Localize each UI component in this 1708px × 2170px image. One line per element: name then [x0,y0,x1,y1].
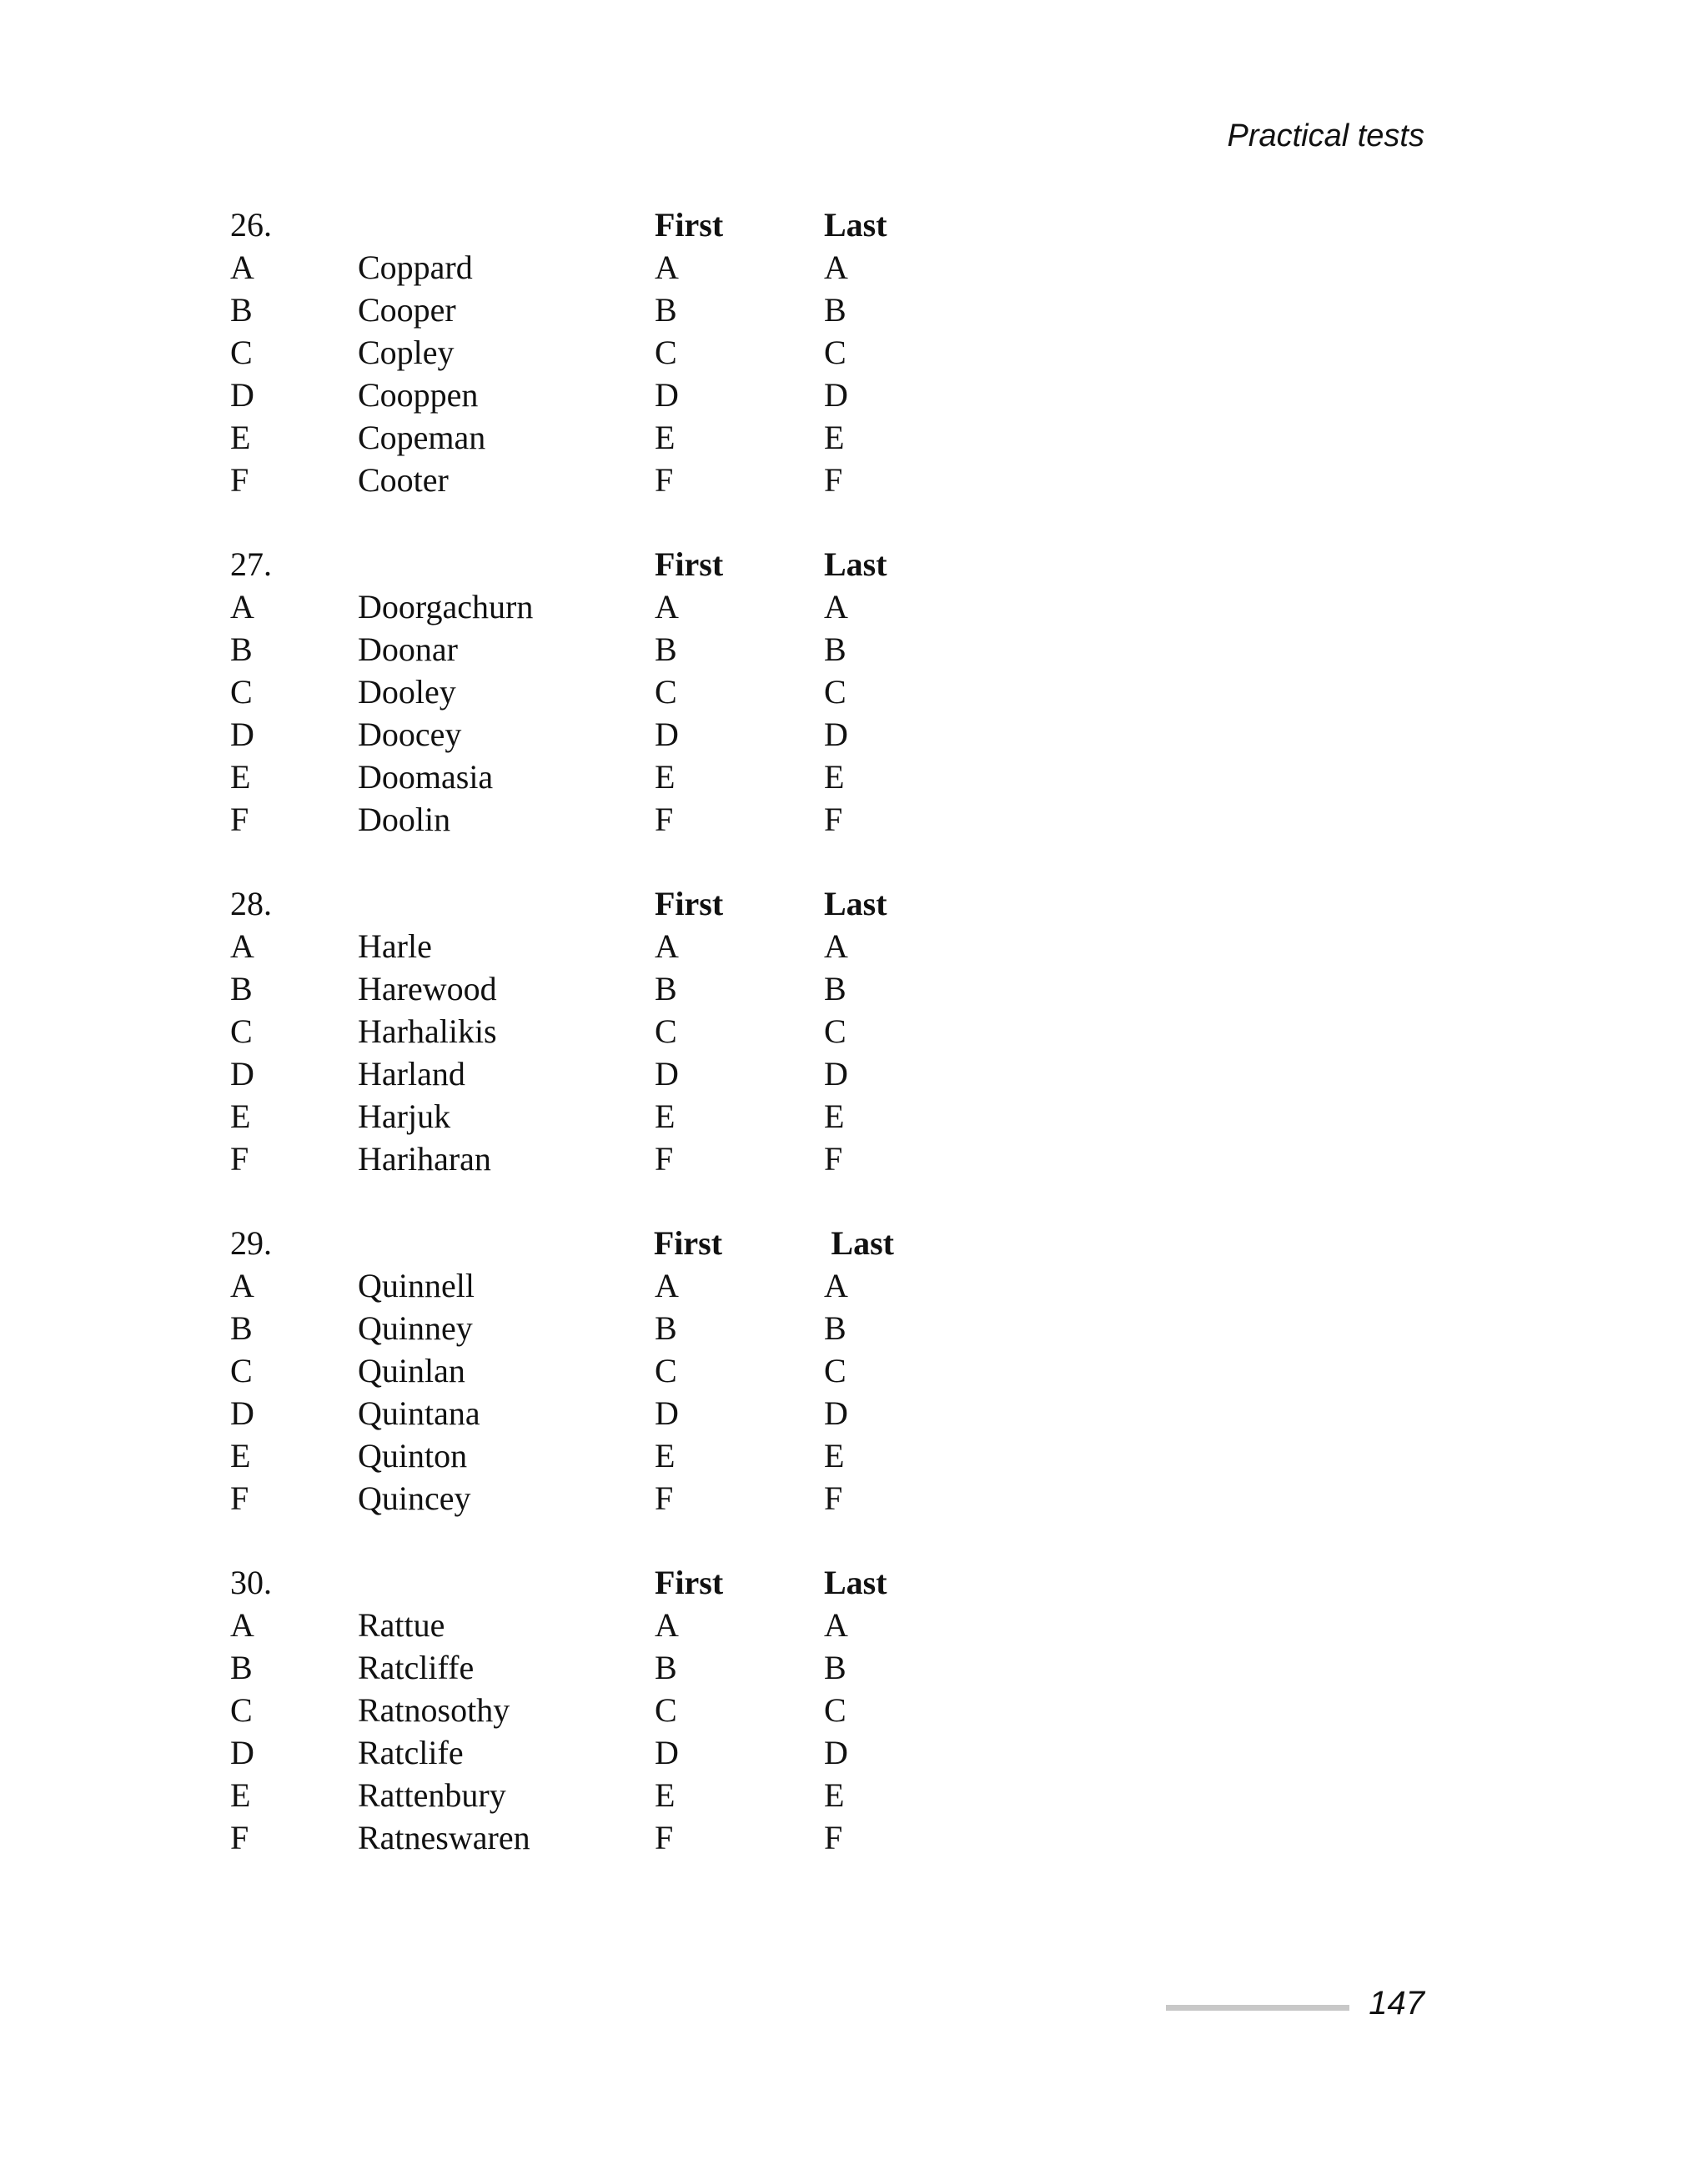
last-choice[interactable]: B [824,291,846,329]
first-choice[interactable]: F [655,461,674,499]
last-choice[interactable]: B [824,970,846,1007]
option-row [230,1052,981,1095]
first-column-header: First [653,1224,723,1262]
option-row [230,1138,981,1180]
first-choice[interactable]: F [655,801,674,838]
first-choice[interactable]: C [655,1691,677,1729]
option-name: Doolin [358,801,451,838]
option-name: Hariharan [358,1140,491,1178]
option-name: Quintana [358,1394,480,1432]
option-name: Harle [358,927,432,965]
option-name: Cooter [358,461,449,499]
option-letter: E [230,1437,251,1474]
question-header [230,882,981,925]
first-choice[interactable]: E [655,1776,676,1814]
option-row [230,331,981,374]
option-letter: C [230,673,253,711]
last-column-header: Last [831,1224,894,1262]
option-name: Harjuk [358,1098,451,1135]
last-choice[interactable]: B [824,630,846,668]
first-choice[interactable]: F [655,1140,674,1178]
first-choice[interactable]: F [655,1479,674,1517]
option-letter: C [230,1012,253,1050]
first-choice[interactable]: B [655,1309,677,1347]
question-header [230,543,981,585]
option-name: Doocey [358,716,462,753]
option-row [230,1774,981,1816]
option-letter: D [230,1055,254,1093]
option-row [230,925,981,967]
option-name: Doonar [358,630,458,668]
option-letter: A [230,1267,254,1304]
option-row [230,416,981,459]
option-row [230,713,981,756]
last-choice[interactable]: F [824,1479,843,1517]
option-row [230,246,981,289]
first-choice[interactable]: A [655,588,679,625]
option-name: Quinnell [358,1267,475,1304]
option-name: Doomasia [358,758,494,796]
option-letter: A [230,927,254,965]
first-choice[interactable]: D [655,1055,679,1093]
last-choice[interactable]: B [824,1649,846,1686]
last-choice[interactable]: F [824,1819,843,1856]
option-letter: B [230,1309,253,1347]
option-row [230,459,981,501]
option-letter: C [230,1691,253,1729]
option-name: Doorgachurn [358,588,534,625]
first-choice[interactable]: D [655,1394,679,1432]
first-choice[interactable]: D [655,376,679,414]
option-row [230,671,981,713]
option-letter: F [230,1479,249,1517]
last-column-header: Last [824,545,887,583]
last-choice[interactable]: D [824,1734,848,1771]
option-name: Cooppen [358,376,479,414]
first-column-header: First [655,545,724,583]
option-row [230,628,981,671]
option-letter: B [230,970,253,1007]
option-name: Harhalikis [358,1012,497,1050]
last-column-header: Last [824,1564,887,1601]
question-28 [230,882,981,1180]
first-column-header: First [655,1564,724,1601]
option-letter: A [230,1606,254,1644]
option-letter: E [230,758,251,796]
option-name: Quinton [358,1437,468,1474]
first-choice[interactable]: E [655,1098,676,1135]
option-letter: F [230,801,249,838]
last-choice[interactable]: E [824,419,845,456]
question-header [230,1561,981,1604]
option-row [230,798,981,841]
question-26 [230,203,981,501]
option-name: Ratnosothy [358,1691,510,1729]
option-row [230,1010,981,1052]
option-row [230,1434,981,1477]
footer-rule [1166,2005,1349,2011]
option-name: Rattue [358,1606,445,1644]
option-name: Quinlan [358,1352,465,1389]
option-letter: A [230,588,254,625]
last-choice[interactable]: B [824,1309,846,1347]
last-choice[interactable]: F [824,1140,843,1178]
option-name: Ratclife [358,1734,464,1771]
first-choice[interactable]: B [655,291,677,329]
option-row [230,1477,981,1520]
option-name: Copley [358,334,455,371]
first-choice[interactable]: B [655,970,677,1007]
option-letter: D [230,716,254,753]
first-choice[interactable]: A [655,927,679,965]
option-letter: E [230,419,251,456]
question-number: 29. [230,1224,272,1262]
option-name: Ratneswaren [358,1819,530,1856]
last-choice[interactable]: C [824,1012,846,1050]
option-letter: F [230,1819,249,1856]
first-column-header: First [655,206,724,244]
option-row [230,1731,981,1774]
option-row [230,1646,981,1689]
first-choice[interactable]: C [655,1012,677,1050]
option-name: Copeman [358,419,486,456]
option-row [230,967,981,1010]
first-choice[interactable]: E [655,758,676,796]
option-letter: E [230,1098,251,1135]
question-27 [230,543,981,841]
first-choice[interactable]: E [655,1437,676,1474]
option-letter: D [230,1734,254,1771]
last-choice[interactable]: A [824,927,848,965]
first-choice[interactable]: C [655,673,677,711]
last-column-header: Last [824,206,887,244]
last-choice[interactable]: D [824,716,848,753]
last-choice[interactable]: D [824,376,848,414]
last-choice[interactable]: D [824,1394,848,1432]
option-row [230,1689,981,1731]
option-name: Quinney [358,1309,473,1347]
page-number: 147 [1369,1985,1424,2022]
last-choice[interactable]: C [824,1691,846,1729]
option-row [230,1264,981,1307]
first-choice[interactable]: D [655,1734,679,1771]
first-choice[interactable]: A [655,1267,679,1304]
question-number: 30. [230,1564,272,1601]
option-letter: C [230,334,253,371]
question-29 [230,1222,981,1520]
option-row [230,374,981,416]
option-letter: A [230,249,254,286]
option-row [230,756,981,798]
first-choice[interactable]: C [655,334,677,371]
option-name: Cooper [358,291,456,329]
option-letter: D [230,1394,254,1432]
last-choice[interactable]: C [824,334,846,371]
question-30 [230,1561,981,1859]
option-letter: C [230,1352,253,1389]
last-column-header: Last [824,885,887,922]
option-row [230,1095,981,1138]
option-name: Harland [358,1055,465,1093]
last-choice[interactable]: A [824,1267,848,1304]
last-choice[interactable]: E [824,1776,845,1814]
last-choice[interactable]: E [824,1098,845,1135]
question-number: 27. [230,545,272,583]
first-choice[interactable]: E [655,419,676,456]
option-letter: B [230,291,253,329]
last-choice[interactable]: C [824,673,846,711]
first-column-header: First [655,885,724,922]
first-choice[interactable]: B [655,630,677,668]
option-name: Rattenbury [358,1776,506,1814]
option-letter: B [230,1649,253,1686]
option-row [230,1816,981,1859]
running-title: Practical tests [1227,118,1424,153]
question-header [230,203,981,246]
option-letter: F [230,1140,249,1178]
last-choice[interactable]: D [824,1055,848,1093]
option-name: Dooley [358,673,456,711]
last-choice[interactable]: E [824,1437,845,1474]
option-name: Coppard [358,249,473,286]
option-letter: F [230,461,249,499]
option-letter: D [230,376,254,414]
option-row [230,1349,981,1392]
question-list [230,203,981,1901]
option-row [230,289,981,331]
option-name: Ratcliffe [358,1649,475,1686]
last-choice[interactable]: A [824,249,848,286]
last-choice[interactable]: C [824,1352,846,1389]
last-choice[interactable]: F [824,801,843,838]
first-choice[interactable]: D [655,716,679,753]
option-row [230,1307,981,1349]
question-number: 28. [230,885,272,922]
option-row [230,1604,981,1646]
first-choice[interactable]: A [655,1606,679,1644]
option-row [230,585,981,628]
last-choice[interactable]: A [824,1606,848,1644]
last-choice[interactable]: E [824,758,845,796]
option-name: Harewood [358,970,497,1007]
first-choice[interactable]: A [655,249,679,286]
option-name: Quincey [358,1479,471,1517]
last-choice[interactable]: F [824,461,843,499]
question-number: 26. [230,206,272,244]
first-choice[interactable]: B [655,1649,677,1686]
option-row [230,1392,981,1434]
option-letter: E [230,1776,251,1814]
first-choice[interactable]: C [655,1352,677,1389]
last-choice[interactable]: A [824,588,848,625]
question-header [230,1222,981,1264]
option-letter: B [230,630,253,668]
first-choice[interactable]: F [655,1819,674,1856]
